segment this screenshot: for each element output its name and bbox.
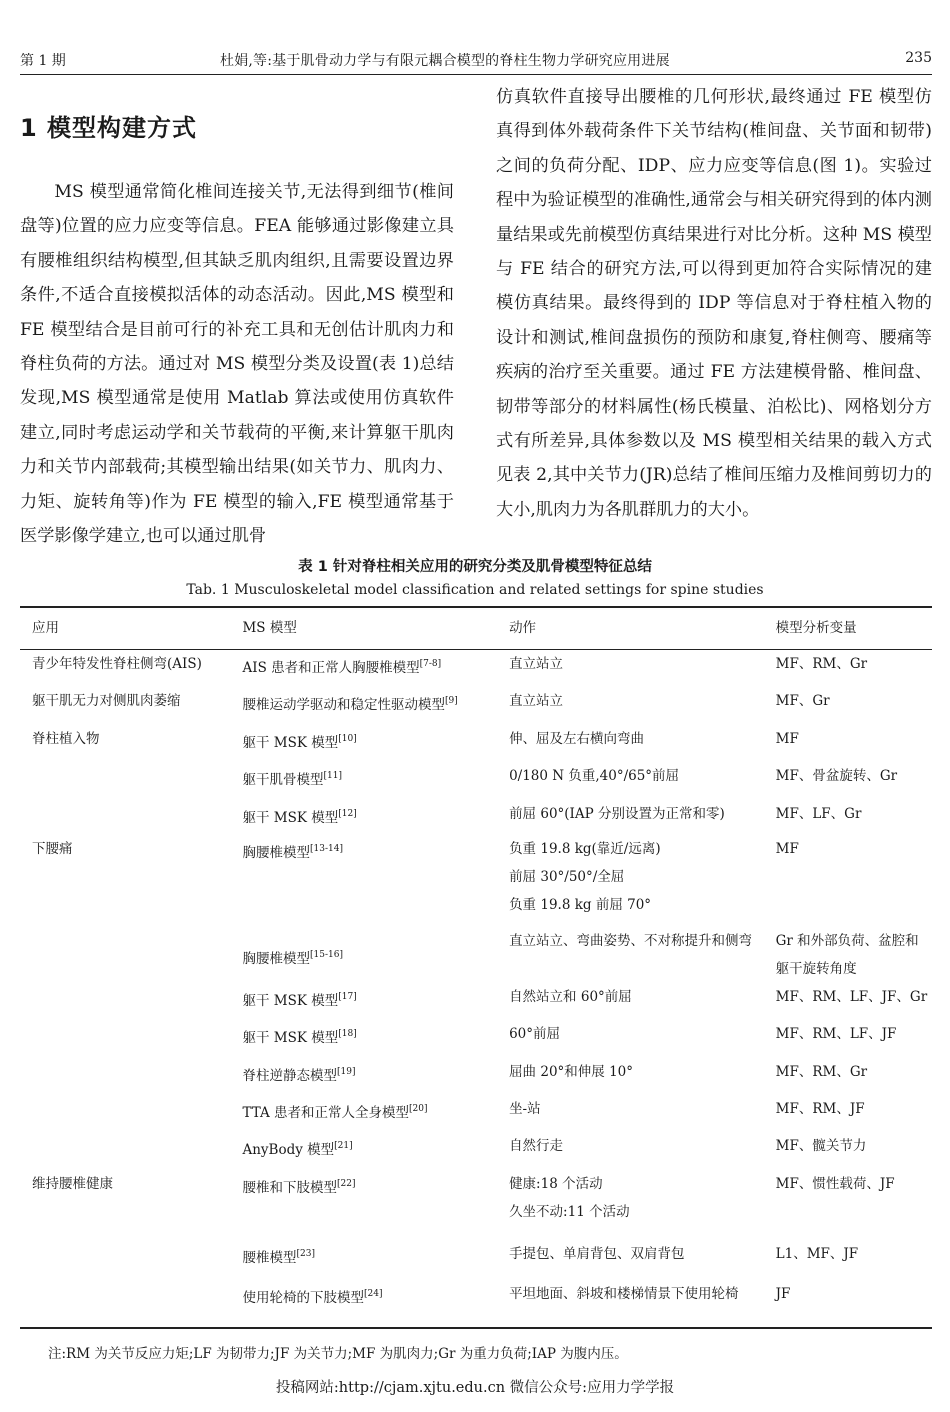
model-name: 躯干 MSK 模型 [242, 993, 339, 1009]
cell-application [20, 1240, 242, 1280]
table-row [20, 1280, 932, 1317]
cell-action [509, 1170, 776, 1240]
action-line: 前屈 60°(IAP 分别设置为正常和零) [509, 806, 725, 822]
page-header [20, 48, 932, 75]
cell-variables: L1、MF、JF [775, 1246, 859, 1262]
citation-ref: [15-16] [309, 950, 343, 960]
cell-variables: Gr 和外部负荷、盆腔和躯干旋转角度 [775, 933, 919, 977]
table-row [20, 1240, 932, 1280]
model-name: 胸腰椎模型 [242, 845, 310, 861]
model-name: 腰椎和下肢模型 [242, 1180, 337, 1196]
model-name: 腰椎运动学驱动和稳定性驱动模型 [242, 697, 445, 713]
action-line: 0/180 N 负重,40°/65°前屈 [509, 768, 680, 784]
cell-ms-model [242, 1058, 509, 1095]
citation-ref: [24] [363, 1289, 383, 1299]
header-cell-ms-model: MS 模型 [242, 620, 297, 636]
cell-ms-model [242, 983, 509, 1020]
action-line: 负重 19.8 kg(靠近/远离) [509, 841, 661, 857]
table-row [20, 983, 932, 1020]
header-cell-application: 应用 [32, 620, 59, 636]
cell-variables: MF、RM、JF [775, 1101, 865, 1117]
table-row [20, 687, 932, 725]
cell-application [20, 800, 242, 835]
cell-variables: MF、Gr [775, 693, 830, 709]
cell-action [509, 1240, 776, 1280]
header-cell-variables: 模型分析变量 [775, 620, 857, 636]
model-name: TTA 患者和正常人全身模型 [242, 1105, 410, 1121]
model-name: 躯干 MSK 模型 [242, 735, 339, 751]
citation-ref: [7-8] [419, 659, 442, 669]
cell-action [509, 725, 776, 762]
action-line: 自然行走 [509, 1138, 564, 1154]
table-title-cn: 表 1 针对脊柱相关应用的研究分类及肌骨模型特征总结 [298, 559, 652, 575]
right-column [496, 80, 932, 527]
cell-ms-model [242, 687, 509, 725]
model-name: AnyBody 模型 [242, 1142, 335, 1158]
cell-variables: MF、RM、Gr [775, 656, 868, 672]
table-top-rule [20, 606, 932, 608]
action-line: 自然站立和 60°前屈 [509, 989, 632, 1005]
cell-application [20, 1095, 242, 1132]
action-line: 伸、屈及左右横向弯曲 [509, 731, 645, 747]
cell-ms-model [242, 1240, 509, 1280]
cell-application: 青少年特发性脊柱侧弯(AIS) [32, 656, 202, 672]
cell-action [509, 1095, 776, 1132]
table-title-en: Tab. 1 Musculoskeletal model classification and related settings for spine studies [186, 582, 764, 598]
cell-ms-model [242, 1280, 509, 1317]
cell-ms-model [242, 1170, 509, 1240]
header-cell-action: 动作 [509, 620, 537, 636]
action-line: 直立站立 [509, 693, 564, 709]
cell-application [20, 1280, 242, 1317]
cell-variables: MF、髋关节力 [775, 1138, 867, 1154]
cell-ms-model [242, 835, 509, 927]
cell-action [509, 687, 776, 725]
table-row [20, 800, 932, 835]
table-row [20, 1170, 932, 1240]
action-line: 60°前屈 [509, 1026, 560, 1042]
table-row [20, 762, 932, 800]
cell-application [20, 927, 242, 983]
right-paragraph: 仿真软件直接导出腰椎的几何形状,最终通过 FE 模型仿真得到体外载荷条件下关节结构(椎间盘、关节面和韧带)之间的负荷分配、IDP、应力应变等信息(图 1)。实验过程中为验证模型的准确性,通常会与相关研究得到的体内测量结果或先前模型仿真结果进行对比分析。这种 MS 模型与 FE 结合的研究方法,可以得到更加符合实际情况的建模仿真结果。最终得到的 IDP 等信息对于脊柱植入物的设计和测试,椎间盘损伤的预防和康复,脊柱侧弯、腰痛等疾病的治疗至关重要。通过 FE 方法建模骨骼、椎间盘、韧带等部分的材料属性(杨氏模量、泊松比)、网格划分方式有所差异,具体参数以及 MS 模型相关结果的载入方式见表 2,其中关节力(JR)总结了椎间压缩力及椎间剪切力的大小,肌肉力为各肌群肌力的大小。 [496, 87, 932, 520]
cell-application [20, 762, 242, 800]
table-row [20, 1020, 932, 1058]
table-row [20, 1132, 932, 1170]
page-footer: 投稿网站:http://cjam.xjtu.edu.cn 微信公众号:应用力学学报 [275, 1380, 675, 1396]
table-row [20, 835, 932, 927]
cell-action [509, 800, 776, 835]
cell-action [509, 1020, 776, 1058]
cell-variables: MF、LF、Gr [775, 806, 862, 822]
cell-action [509, 1132, 776, 1170]
table-row [20, 650, 932, 687]
action-line: 久坐不动:11 个活动 [509, 1204, 630, 1220]
section-heading: 1 模型构建方式 [20, 114, 198, 142]
table-row [20, 927, 932, 983]
citation-ref: [21] [334, 1141, 353, 1151]
issue-label: 第 1 期 [20, 53, 66, 69]
model-name: 躯干肌骨模型 [242, 772, 324, 788]
cell-action [509, 927, 776, 983]
running-title: 杜娟,等:基于肌骨动力学与有限元耦合模型的脊柱生物力学研究应用进展 [220, 53, 670, 69]
cell-application: 下腰痛 [32, 841, 73, 857]
action-line: 直立站立、弯曲姿势、不对称提升和侧弯 [509, 933, 753, 949]
citation-ref: [23] [296, 1249, 315, 1259]
page-number: 235 [905, 50, 932, 66]
action-line: 屈曲 20°和伸展 10° [509, 1064, 634, 1080]
citation-ref: [17] [338, 992, 357, 1002]
model-name: AIS 患者和正常人胸腰椎模型 [242, 660, 420, 676]
cell-application: 躯干肌无力对侧肌肉萎缩 [32, 693, 181, 709]
cell-ms-model [242, 1095, 509, 1132]
model-name: 胸腰椎模型 [242, 951, 310, 967]
model-name: 脊柱逆静态模型 [242, 1068, 337, 1084]
cell-application [20, 1132, 242, 1170]
cell-application: 脊柱植入物 [32, 731, 100, 747]
table-note: 注:RM 为关节反应力矩;LF 为韧带力;JF 为关节力;MF 为肌肉力;Gr 为重力负荷;IAP 为腹内压。 [48, 1346, 628, 1362]
citation-ref: [9] [444, 696, 458, 706]
cell-action [509, 1280, 776, 1317]
cell-variables: MF [775, 841, 799, 857]
table-header-row [20, 614, 932, 650]
cell-application: 维持腰椎健康 [32, 1176, 113, 1192]
citation-ref: [13-14] [309, 844, 343, 854]
cell-variables: MF、RM、LF、JF、Gr [775, 989, 928, 1005]
cell-ms-model [242, 725, 509, 762]
citation-ref: [18] [338, 1029, 357, 1039]
table-bottom-rule [20, 1327, 932, 1329]
cell-variables: MF、惯性载荷、JF [775, 1176, 895, 1192]
cell-variables: MF [775, 731, 799, 747]
action-line: 直立站立 [509, 656, 564, 672]
citation-ref: [12] [338, 809, 357, 819]
action-line: 前屈 30°/50°/全屈 [509, 869, 625, 885]
cell-action [509, 762, 776, 800]
cell-ms-model [242, 650, 509, 687]
cell-variables: MF、RM、LF、JF [775, 1026, 897, 1042]
action-line: 坐-站 [509, 1101, 541, 1117]
action-line: 平坦地面、斜坡和楼梯情景下使用轮椅 [509, 1286, 739, 1302]
cell-ms-model [242, 762, 509, 800]
model-name: 使用轮椅的下肢模型 [242, 1290, 364, 1306]
cell-ms-model [242, 800, 509, 835]
cell-action [509, 983, 776, 1020]
citation-ref: [10] [338, 734, 357, 744]
model-name: 躯干 MSK 模型 [242, 1030, 339, 1046]
cell-variables: JF [775, 1286, 791, 1302]
action-line: 健康:18 个活动 [509, 1176, 603, 1192]
cell-variables: MF、骨盆旋转、Gr [775, 768, 898, 784]
cell-action [509, 1058, 776, 1095]
citation-ref: [19] [336, 1067, 356, 1077]
table-row [20, 1058, 932, 1095]
cell-variables: MF、RM、Gr [775, 1064, 868, 1080]
model-name: 躯干 MSK 模型 [242, 810, 339, 826]
citation-ref: [22] [336, 1179, 356, 1189]
cell-action [509, 650, 776, 687]
table-body [20, 614, 932, 1317]
cell-application [20, 1020, 242, 1058]
cell-application [20, 1058, 242, 1095]
citation-ref: [20] [409, 1104, 428, 1114]
model-name: 腰椎模型 [242, 1250, 297, 1266]
cell-application [20, 983, 242, 1020]
left-column [20, 175, 454, 553]
cell-ms-model [242, 927, 509, 983]
table-row [20, 725, 932, 762]
cell-ms-model [242, 1020, 509, 1058]
cell-ms-model [242, 1132, 509, 1170]
citation-ref: [11] [323, 771, 342, 781]
left-paragraph: MS 模型通常简化椎间连接关节,无法得到细节(椎间盘等)位置的应力应变等信息。FEA 能够通过影像建立具有腰椎组织结构模型,但其缺乏肌肉组织,且需要设置边界条件,不适合直接模拟活体的动态活动。因此,MS 模型和 FE 模型结合是目前可行的补充工具和无创估计肌肉力和脊柱负荷的方法。通过对 MS 模型分类及设置(表 1)总结发现,MS 模型通常是使用 Matlab 算法或使用仿真软件建立,同时考虑运动学和关节载荷的平衡,来计算躯干肌肉力和关节内部载荷;其模型输出结果(如关节力、肌肉力、力矩、旋转角等)作为 FE 模型的输入,FE 模型通常基于医学影像学建立,也可以通过肌骨 [20, 182, 454, 547]
action-line: 负重 19.8 kg 前屈 70° [509, 897, 652, 913]
table-row [20, 1095, 932, 1132]
cell-action [509, 835, 776, 927]
action-line: 手提包、单肩背包、双肩背包 [509, 1246, 685, 1262]
